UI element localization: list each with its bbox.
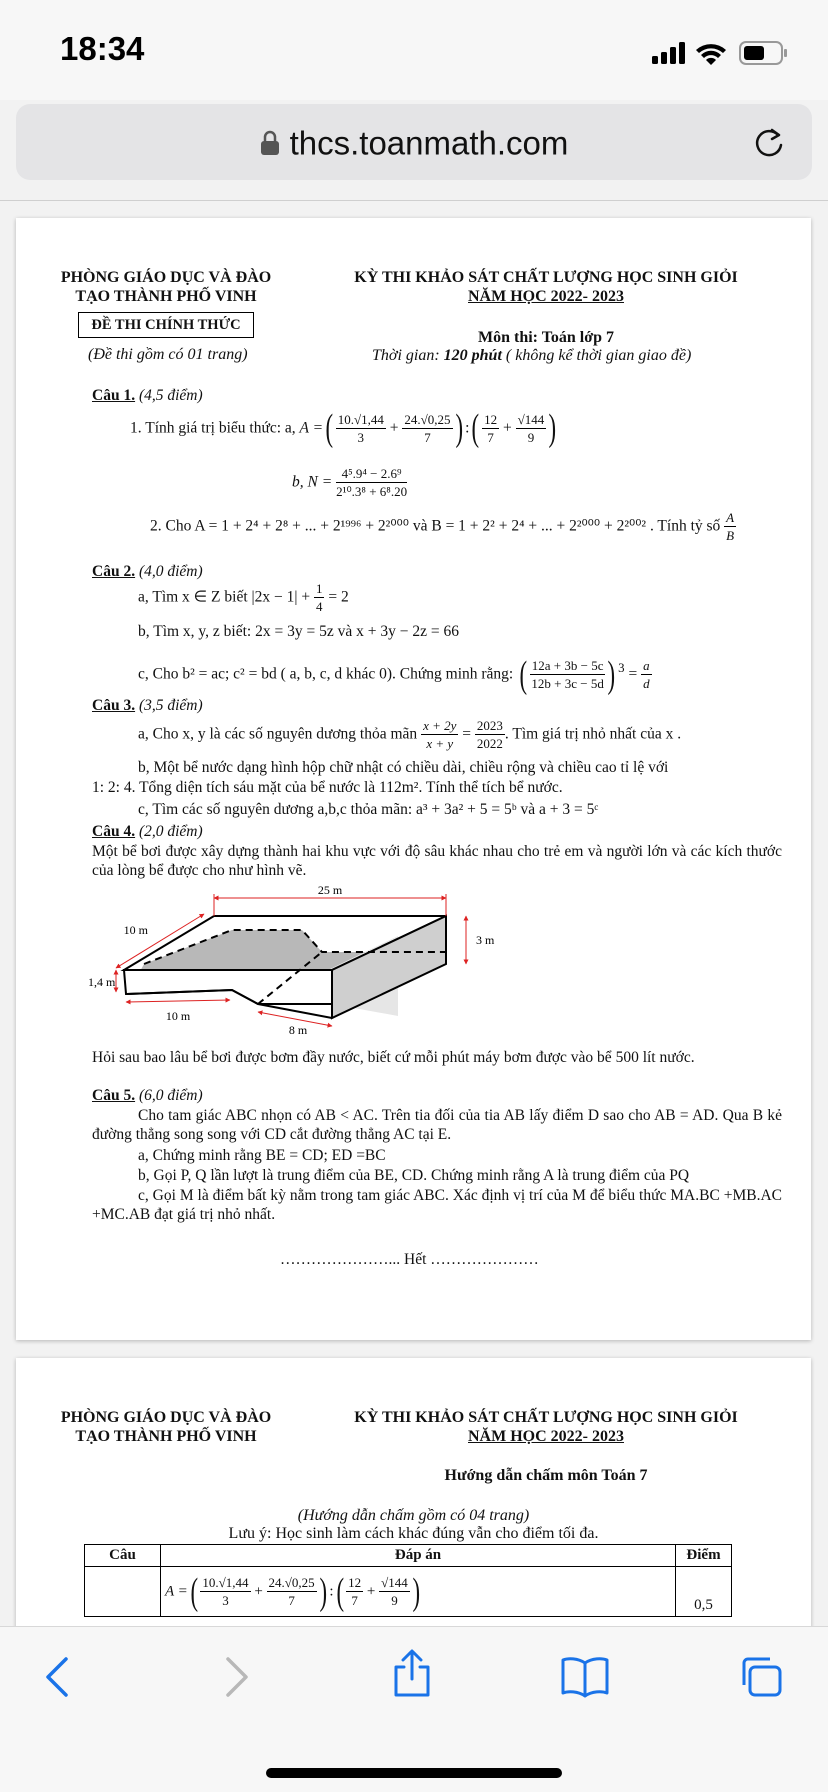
col-cau: Câu [85,1545,161,1567]
document-page-1 [16,218,811,1340]
address-bar[interactable] [16,104,812,180]
q1-points: (4,5 điểm) [138,387,203,404]
q3-c: c, Tìm các số nguyên dương a,b,c thỏa mãn: a³ + 3a² + 5 = 5ᵇ và a + 3 = 5ᶜ [138,801,599,818]
dim-10m-bottom: 10 m [165,1009,191,1023]
q2-a-end: = 2 [328,588,349,606]
p2-frac1-den: 3 [222,1593,229,1609]
cell-cau [85,1567,161,1617]
q1-frac2-num: 24.√0,25 [404,411,451,427]
q2-label: Câu 2. [92,563,136,580]
exam-header [316,268,776,306]
q1-frac4-num: √144 [517,411,545,427]
document-page-2 [16,1358,811,1658]
tabs-button[interactable] [738,1655,784,1699]
p2-frac2-den: 7 [288,1593,295,1609]
q1-frac3-num: 12 [484,411,498,427]
dept-header [46,268,286,306]
q2-a-text: a, Tìm x ∈ Z biết |2x − 1| + [138,588,311,606]
q2-c: c, Cho b² = ac; c² = bd ( a, b, c, d khác 0). Chứng minh rằng: ( $\frac{12a + 3b - 5c}{12b + 3c - 5d}$ ) $^3$ = $\frac{a}{d}$ [138,653,650,696]
q1-ratio-num: A [726,509,735,525]
q1-b-num: 4⁵.9⁴ − 2.6⁹ [336,465,407,483]
q2-c-r-num: a [643,658,650,674]
question-4-heading [92,822,203,841]
dept-line-1: PHÒNG GIÁO DỤC VÀ ĐÀO [60,269,272,286]
q2-a-den: 4 [315,598,323,614]
forward-icon [228,1659,246,1695]
cell-score: 0,5 [676,1567,732,1617]
p2-dept-header [46,1408,286,1446]
q4-question: Hỏi sau bao lâu bể bơi được bơm đầy nước, biết cứ mỗi phút máy bơm được vào bể 500 lít nước. [92,1049,695,1066]
status-time: 18:34 [60,30,145,67]
pages-note: (Đề thi gồm có 01 trang) [88,346,248,363]
status-bar [0,0,828,100]
col-dap-an: Đáp án [161,1545,676,1567]
exam-title: KỲ THI KHẢO SÁT CHẤT LƯỢNG HỌC SINH GIỎI [354,269,738,286]
p2-note: Lưu ý: Học sinh làm cách khác đúng vẫn cho điểm tối đa. [228,1525,599,1542]
q1-frac1-num: 10.√1,44 [337,411,384,427]
q1-frac1-den: 3 [357,429,365,445]
time-bold: 120 phút [443,347,502,364]
wifi-icon [696,44,726,65]
bookmarks-button[interactable] [560,1655,610,1699]
q4-text: Một bể bơi được xây dựng thành hai khu vực với độ sâu khác nhau cho trẻ em và người lớn và các kích thước của lòng bể được cho như hình vẽ. [92,843,782,879]
q5-c: c, Gọi M là điểm bất kỳ nằm trong tam giác ABC. Xác định vị trí của M để biểu thức MA.BC +MB.AC +MC.AB đạt giá trị nhỏ nhất. [92,1187,782,1223]
p2-title: Hướng dẫn chấm môn Toán 7 [444,1467,648,1484]
q1-part2-text: 2. Cho A = 1 + 2⁴ + 2⁸ + ... + 2¹⁹⁹⁶ + 2²⁰⁰⁰ và B = 1 + 2² + 2⁴ + ... + 2²⁰⁰⁰ + 2²⁰⁰² . Tính tỷ số [150,517,721,535]
q3-a-num1: x + 2y [423,717,457,733]
p2-dept-line-1: PHÒNG GIÁO DỤC VÀ ĐÀO [60,1409,272,1426]
q2-a [138,578,349,616]
share-icon [396,1651,428,1695]
q3-a-text: a, Cho x, y là các số nguyên dương thỏa mãn [138,725,418,743]
q1-ratio-den: B [726,527,735,543]
q2-points: (4,0 điểm) [138,563,203,580]
q1-part1: 1. Tính giá trị biểu thức: a, A =( $\frac{10.√1,44}{3}$ + $\frac{24.√0,25}{7}$ ) :( $\frac{12}{7}$ + $\frac{√144}{9}$ ) [130,407,557,450]
q1-frac3-den: 7 [487,429,494,445]
time-note [372,346,691,365]
p2-pages-note: (Hướng dẫn chấm gồm có 04 trang) [297,1507,530,1524]
q1-part2 [150,506,736,546]
q2-a-num: 1 [315,580,323,596]
url-display[interactable] [16,122,812,162]
q2-c-text: c, Cho b² = ac; c² = bd ( a, b, c, d khác 0). Chứng minh rằng: [138,665,514,683]
q1-label: Câu 1. [92,387,136,404]
status-icons [652,40,790,66]
q3-points: (3,5 điểm) [138,697,203,714]
official-badge: ĐỀ THI CHÍNH THỨC [78,312,254,338]
p2-exam-title: KỲ THI KHẢO SÁT CHẤT LƯỢNG HỌC SINH GIỎI [354,1409,738,1426]
answer-table [84,1544,732,1617]
q1-b-den: 2¹⁰.3⁸ + 6⁸.20 [336,483,408,499]
divider [0,200,828,201]
battery-icon [740,42,787,64]
q3-a-num2: 2023 [476,717,503,733]
p2-frac3-num: 12 [348,1575,362,1591]
q3-a-den2: 2022 [476,735,503,751]
q3-a-den1: x + y [426,735,454,751]
q3-b-line1: b, Một bể nước dạng hình hộp chữ nhật có chiều dài, chiều rộng và chiều cao tỉ lệ với [138,759,669,776]
p2-frac4-den: 9 [391,1593,398,1609]
p2-exam-header [316,1408,776,1446]
col-diem: Điểm [676,1545,732,1567]
book-icon [563,1659,607,1696]
q5-a: a, Chứng minh rằng BE = CD; ED =BC [138,1147,386,1164]
dim-1-4m: 1,4 m [88,975,116,989]
dept-line-2: TẠO THÀNH PHỐ VINH [75,288,257,305]
p2-frac1-num: 10.√1,44 [202,1575,249,1591]
forward-button[interactable] [222,1655,252,1699]
p2-frac3-den: 7 [351,1593,358,1609]
q1-frac2-den: 7 [424,429,431,445]
q5-intro: Cho tam giác ABC nhọn có AB < AC. Trên tia đối của tia AB lấy điểm D sao cho AB = AD. Qua B kẻ đường thẳng song song với CD cắt đường thẳng AC tại E. [92,1107,782,1143]
q3-a-end: . Tìm giá trị nhỏ nhất của x . [504,725,682,743]
lock-icon [260,130,280,156]
home-indicator [266,1768,562,1778]
pool-diagram [86,884,506,1034]
q3-b-line2: 1: 2: 4. Tổng diện tích sáu mặt của bể nước là 112m². Tính thể tích bể nước. [92,779,563,796]
q4-points: (2,0 điểm) [138,823,203,840]
subject: Môn thi: Toán lớp 7 [477,329,614,346]
dim-25m: 25 m [317,884,343,897]
q1-b-label: b, N = [292,473,333,491]
q1-A: A = [299,419,324,437]
q2-b: b, Tìm x, y, z biết: 2x = 3y = 5z và x + 3y − 2z = 66 [138,623,459,640]
q2-c-den: 12b + 3c − 5d [531,676,604,692]
time-prefix: Thời gian: [372,347,444,364]
q5-b: b, Gọi P, Q lần lượt là trung điểm của BE, CD. Chứng minh rằng A là trung điểm của PQ [138,1167,690,1184]
tabs-icon [744,1659,780,1695]
url-text: thcs.toanmath.com [289,124,569,162]
p2-dept-line-2: TẠO THÀNH PHỐ VINH [75,1428,257,1445]
p2-A: A = [165,1583,188,1600]
q2-c-num: 12a + 3b − 5c [531,658,604,674]
q5-label: Câu 5. [92,1087,136,1104]
p2-frac4-num: √144 [381,1575,408,1591]
q1-part1-text: 1. Tính giá trị biểu thức: a, [130,419,296,437]
q1-frac4-den: 9 [527,429,535,445]
question-1-heading [92,386,203,405]
q2-c-r-den: d [643,676,650,692]
dim-10m-top: 10 m [123,923,148,937]
signal-icon [652,42,685,64]
time-suffix: ( không kể thời gian giao đề) [501,347,692,364]
q5-points: (6,0 điểm) [138,1087,203,1104]
dim-8m: 8 m [288,1023,308,1034]
share-button[interactable] [390,1649,434,1699]
q4-label: Câu 4. [92,823,136,840]
back-button[interactable] [42,1655,72,1699]
end-marker: …………………... Hết ………………… [280,1251,539,1268]
q3-label: Câu 3. [92,697,136,714]
q1-part1b [292,462,407,502]
question-5-heading [92,1086,203,1105]
reload-icon[interactable] [752,126,786,160]
q3-a: a, Cho x, y là các số nguyên dương thỏa mãn $\frac{x + 2y}{x + y}$ = $\frac{2023}{2022}$ . Tìm giá trị nhỏ nhất của x . [138,717,682,751]
p2-frac2-num: 24.√0,25 [268,1575,315,1591]
p2-school-year: NĂM HỌC 2022- 2023 [468,1428,624,1445]
school-year: NĂM HỌC 2022- 2023 [468,288,624,305]
cell-dap-an: A =( $\frac{10.√1,44}{3}$ + $\frac{24.√0,25}{7}$ ) :( $\frac{12}{7}$ + $\frac{√144}{9}$ ) [161,1567,676,1617]
back-icon [48,1659,66,1695]
dim-3m: 3 m [476,933,495,947]
